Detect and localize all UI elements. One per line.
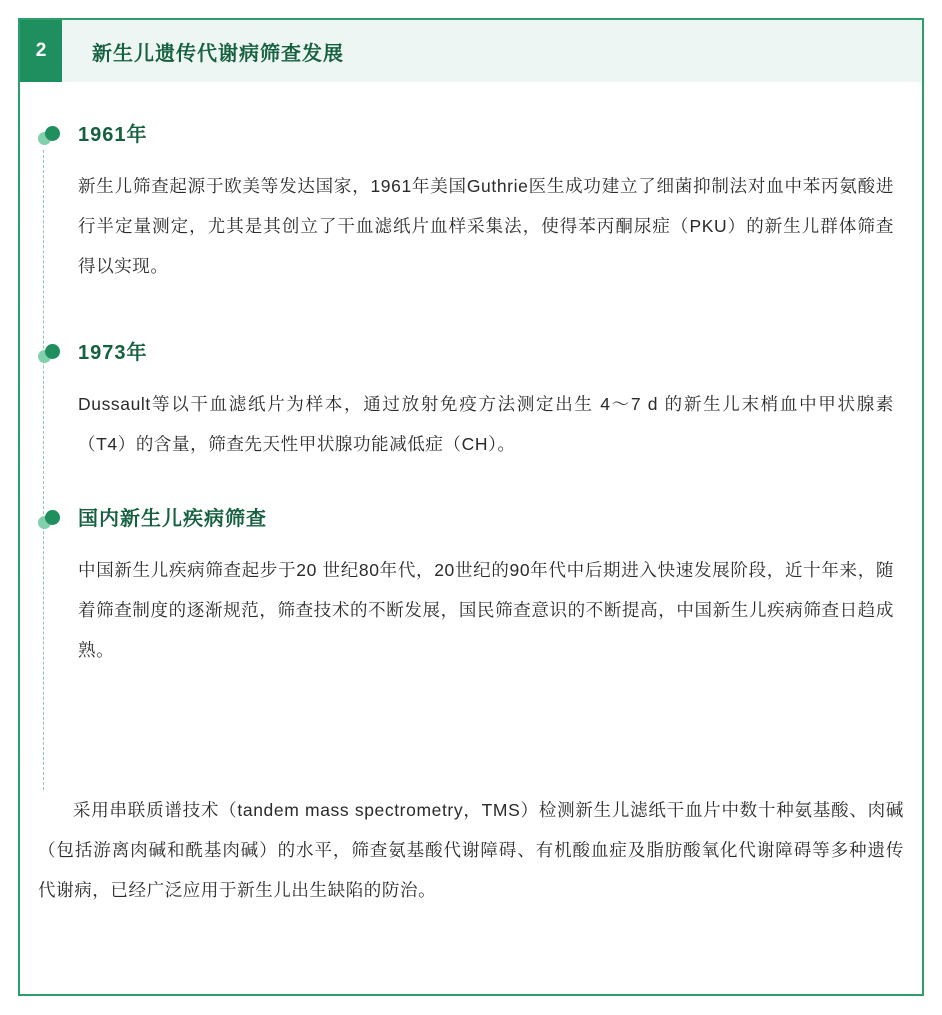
timeline-entry-1961 bbox=[38, 120, 902, 286]
timeline bbox=[38, 120, 902, 674]
timeline-entry-domestic-screening bbox=[38, 504, 902, 670]
timeline-body: Dussault等以干血滤纸片为样本，通过放射免疫方法测定出生 4～7 d 的新生儿末梢血中甲状腺素（T4）的含量，筛查先天性甲状腺功能减低症（CH）。 bbox=[78, 394, 894, 454]
spacer bbox=[38, 468, 902, 504]
timeline-dot-icon bbox=[38, 126, 60, 148]
timeline-body: 新生儿筛查起源于欧美等发达国家，1961年美国Guthrie医生成功建立了细菌抑制法对血中苯丙氨酸进行半定量测定，尤其是其创立了干血滤纸片血样采集法，使得苯丙酮尿症（PKU）的新生儿群体筛查得以实现。 bbox=[78, 176, 894, 276]
timeline-entry-1973 bbox=[38, 338, 902, 464]
page-title: 新生儿遗传代谢病筛查发展 bbox=[92, 42, 344, 65]
section-header bbox=[20, 20, 922, 82]
section-number: 2 bbox=[20, 20, 62, 82]
spacer bbox=[38, 290, 902, 338]
timeline-dot-icon bbox=[38, 344, 60, 366]
timeline-heading: 1961年 bbox=[78, 124, 148, 146]
timeline-heading: 1973年 bbox=[78, 342, 148, 364]
timeline-heading: 国内新生儿疾病筛查 bbox=[78, 508, 267, 530]
timeline-body: 中国新生儿疾病筛查起步于20 世纪80年代，20世纪的90年代中后期进入快速发展阶段，近十年来，随着筛查制度的逐渐规范，筛查技术的不断发展，国民筛查意识的不断提高，中国新生儿疾病筛查日趋成熟。 bbox=[78, 560, 894, 660]
closing-paragraph: 采用串联质谱技术（tandem mass spectrometry，TMS）检测新生儿滤纸干血片中数十种氨基酸、肉碱（包括游离肉碱和酰基肉碱）的水平，筛查氨基酸代谢障碍、有机酸血症及脂肪酸氧化代谢障碍等多种遗传代谢病，已经广泛应用于新生儿出生缺陷的防治。 bbox=[38, 800, 904, 900]
timeline-dot-icon bbox=[38, 510, 60, 532]
